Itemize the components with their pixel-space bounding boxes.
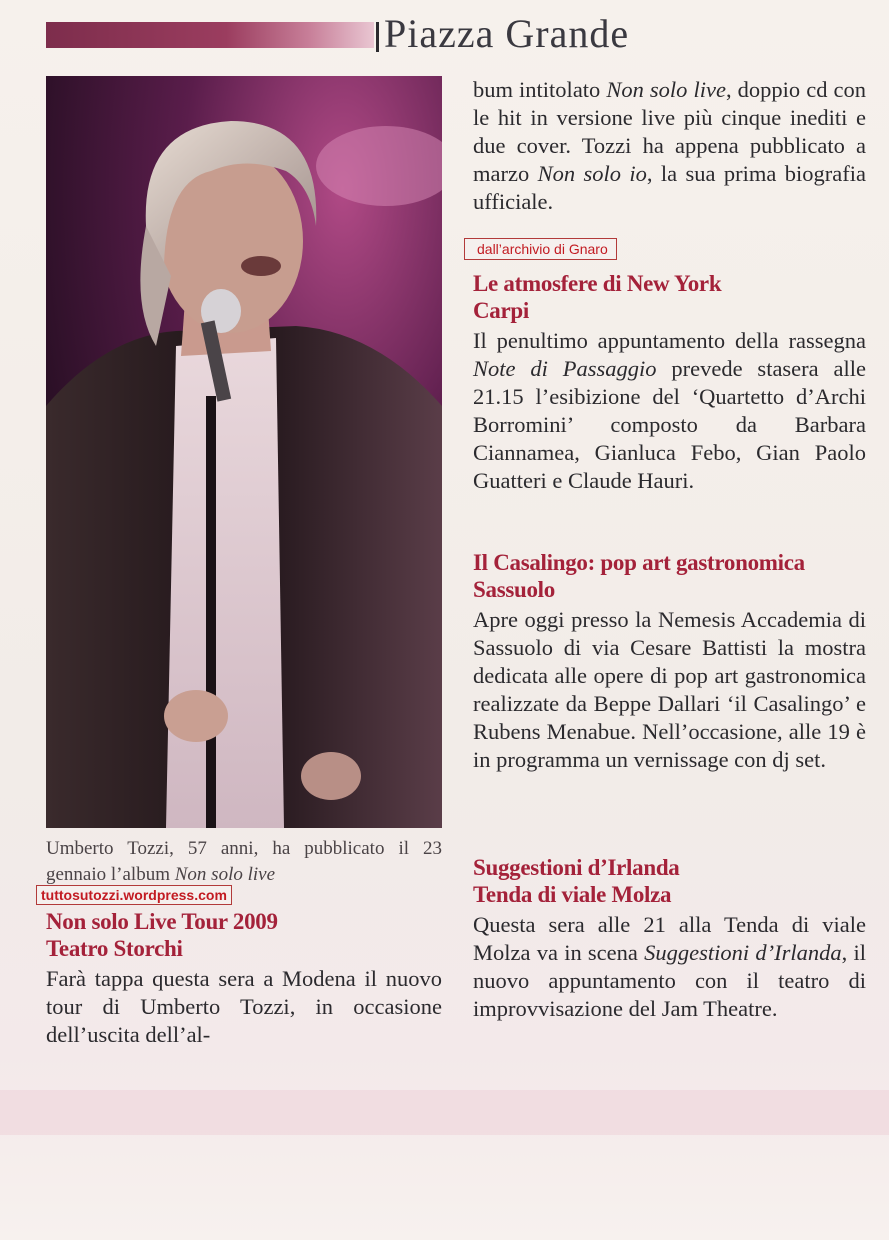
continued-text: , doppio cd con le hit in versione live più cinque inediti e due cover. Tozzi ha appena pubblicato a marzo — [473, 77, 866, 186]
article-location: Teatro Storchi — [46, 936, 183, 961]
article-title: Il Casalingo: pop art gastronomica — [473, 550, 805, 575]
page-bottom-tint — [0, 1090, 889, 1135]
article-title: Non solo Live Tour 2009 — [46, 909, 278, 934]
caption-album-title: Non solo live — [174, 864, 276, 885]
section-title: Piazza Grande — [384, 11, 630, 56]
singer-photo — [46, 76, 442, 828]
article-continuation — [473, 76, 866, 216]
article-location: Carpi — [473, 298, 530, 323]
photo-caption — [46, 836, 442, 888]
article-title: Le atmosfere di New York — [473, 271, 722, 296]
article-location: Tenda di viale Molza — [473, 882, 672, 907]
article-non-solo-live — [46, 908, 442, 1049]
biography-title: Non solo io — [537, 161, 647, 186]
singer-photo-illustration — [46, 76, 442, 828]
archive-watermark: dall’archivio di Gnaro — [464, 238, 617, 260]
event-title: Note di Passaggio — [473, 356, 657, 381]
article-location: Sassuolo — [473, 577, 555, 602]
section-header-bar — [46, 22, 374, 48]
article-irlanda — [473, 854, 866, 1023]
continued-text: , la sua prima biografia ufficiale. — [473, 161, 866, 214]
article-title: Suggestioni d’Irlanda — [473, 855, 680, 880]
caption-text: Umberto Tozzi, 57 anni, ha pubblicato il 23 gennaio l’album — [46, 838, 442, 885]
article-body — [473, 327, 866, 495]
show-title: Suggestioni d’Irlanda — [644, 940, 842, 965]
article-new-york — [473, 270, 866, 495]
article-body: Apre oggi presso la Nemesis Accademia di Sassuolo di via Cesare Battisti la mostra dedicata alle opere di pop art gastronomica realizzate da Beppe Dallari ‘il Casalingo’ e Rubens Menabue. Nell’occasione, alle 19 è in programma un vernissage con dj set. — [473, 607, 866, 772]
article-body — [473, 911, 866, 1023]
section-header-divider — [376, 22, 379, 52]
article-body: Farà tappa questa sera a Modena il nuovo tour di Umberto Tozzi, in occasione dell’uscita dell’al- — [46, 966, 442, 1047]
album-title: Non solo live — [606, 77, 726, 102]
body-text: Il penultimo appuntamento della rassegna — [473, 328, 866, 353]
body-text: prevede stasera alle 21.15 l’esibizione del ‘Quartetto d’Archi Borromini’ composto da Barbara Ciannamea, Gianluca Febo, Gian Paolo Guatteri e Claude Hauri. — [473, 356, 866, 493]
continued-text: bum intitolato — [473, 77, 607, 102]
site-watermark: tuttosutozzi.wordpress.com — [36, 885, 232, 905]
article-casalingo — [473, 549, 866, 774]
body-text: Questa sera alle 21 alla Tenda di viale Molza va in scena — [473, 912, 866, 965]
body-text: , il nuovo appuntamento con il teatro di improvvisazione del Jam Theatre. — [473, 940, 866, 1021]
article-body-continued — [473, 76, 866, 216]
